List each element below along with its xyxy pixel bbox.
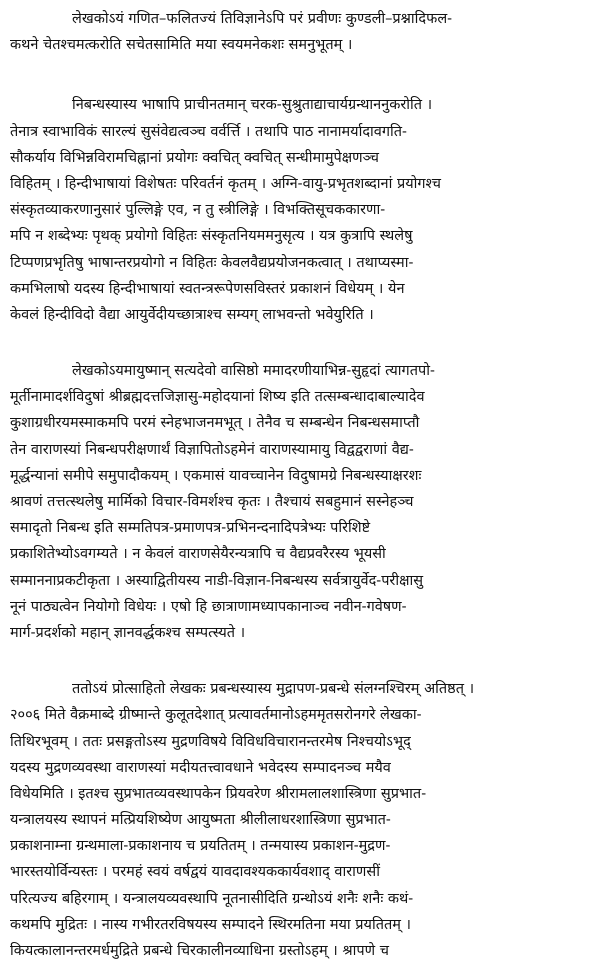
text-line: संस्कृतव्याकरणानुसारं पुल्लिङ्गे एव, न तु स्त्रीलिङ्गे । विभक्तिसूचककारणा- [10, 202, 386, 219]
text-line: श्रावणं तत्तत्स्थलेषु मार्मिको विचार-विमर्शश्च कृतः । तैश्चायं सबहुमानं सस्नेहञ्च [10, 494, 414, 510]
text-line: कथमपि मुद्रितः । नास्य गभीरतरविषयस्य सम्पादने स्थिरमतिना मया प्रयतितम् । [10, 916, 412, 933]
text-line: यदस्य मुद्रणव्यवस्था वाराणस्यां मदीयतत्त्वावधाने भवेदस्य सम्पादनञ्च मयैव [10, 759, 391, 776]
text-line: कियत्कालानन्तरमर्धमुद्रिते प्रबन्धे चिरकालीनव्याधिना ग्रस्तोऽहम् । श्रापणे च [10, 943, 389, 959]
text-line: सौकर्याय विभिन्नविरामचिह्नानां प्रयोगः क्वचित् क्वचित् सन्धीमामुपेक्षणञ्च [10, 149, 379, 166]
text-line: ततोऽयं प्रोत्साहितो लेखकः प्रबन्धस्यास्य मुद्रापण-प्रबन्धे संलग्नश्चिरम् अतिष्ठत् । [72, 681, 475, 698]
text-line: प्रकाशनाम्ना ग्रन्थमाला-प्रकाशनाय च प्रयतितम् । तन्मयास्य प्रकाशन-मुद्रण- [10, 838, 391, 855]
text-line: तिथिरभूवम् । ततः प्रसङ्गतोऽस्य मुद्रणविषये विविधविचारानन्तरमेष निश्चयोऽभूद् [10, 733, 411, 750]
text-line: २००६ मिते वैक्रमाब्दे ग्रीष्मान्ते कुलूतदेशात् प्रत्यावर्तमानोऽहममृतसरोनगरे लेखका- [10, 707, 422, 724]
text-line: मूर्द्धन्यानां समीपे समुपादौकयम् । एकमासं यावच्चानेन विदुषामग्रे निबन्धस्याक्षरशः [10, 467, 422, 484]
text-line: परित्यज्य बहिरगाम् । यन्त्रालयव्यवस्थापि नूतनासीदिति ग्रन्थोऽयं शनैः शनैः कथं- [10, 890, 414, 907]
text-line: कुशाग्रधीरयमस्माकमपि परमं स्नेहभाजनमभूत् । तेनैव च सम्बन्धेन निबन्धसमाप्तौ [10, 415, 420, 432]
text-line: विहितम् । हिन्दीभाषायां विशेषतः परिवर्तनं कृतम् । अग्नि-वायु-प्रभृतशब्दानां प्रयोगश्च [10, 175, 441, 192]
text-line: लेखकोऽयमायुष्मान् सत्यदेवो वासिष्ठो ममादरणीयाभिन्न-सुहृदां त्यागतपो- [72, 363, 435, 380]
paragraph-gap [10, 58, 592, 92]
text-line: तेन वाराणस्यां निबन्धपरीक्षणार्थं विज्ञापितोऽहमेनं वाराणस्यामायु विद्वद्वराणां वैद्य- [10, 441, 414, 458]
text-line: टिप्पणप्रभृतिषु भाषान्तरप्रयोगो न विहितः केवलवैद्यप्रयोजनकत्वात् । तथाप्यस्मा- [10, 254, 414, 271]
text-line: सम्माननाप्रकटीकृता । अस्याद्वितीयस्य नाडी-विज्ञान-निबन्धस्य सर्वत्रायुर्वेद-परीक्षासु [10, 572, 424, 589]
text-line: लेखकोऽयं गणित–फलितज्यं तिविज्ञानेऽपि परं प्रवीणः कुण्डली–प्रश्नादिफल- [72, 11, 453, 27]
text-line: मपि न शब्देभ्यः पृथक् प्रयोगो विहितः संस्कृतनियममनुसृत्य । यत्र कुत्रापि स्थलेषु [10, 228, 413, 245]
paragraph-1 [10, 6, 592, 58]
paragraph-4 [10, 676, 592, 964]
paragraph-gap [10, 646, 592, 676]
text-line: मार्ग-प्रदर्शको महान् ज्ञानवर्द्धकश्च सम्पत्स्यते । [10, 624, 246, 641]
text-line: केवलं हिन्दीविदो वैद्या आयुर्वेदीयच्छात्राश्च सम्यग् लाभवन्तो भवेयुरिति । [10, 306, 374, 323]
paragraph-gap [10, 328, 592, 358]
text-line: निबन्धस्यास्य भाषापि प्राचीनतमान् चरक-सुश्रुताद्याचार्यग्रन्थाननुकरोति । [72, 97, 433, 114]
text-line: कथने चेतश्चमत्करोति सचेतसामिति मया स्वयमनेकशः समनुभूतम् । [10, 37, 353, 54]
text-line: विधेयमिति । इतश्च सुप्रभातव्यवस्थापकेन प्रियवरेण श्रीरामलालशास्त्रिणा सुप्रभात- [10, 785, 427, 802]
text-line: समादृतो निबन्ध इति सम्मतिपत्र-प्रमाणपत्र-प्रभिनन्दनादिपत्रेभ्यः परिशिष्टे [10, 520, 371, 537]
paragraph-3 [10, 358, 592, 646]
text-line: प्रकाशितेभ्योऽवगम्यते । न केवलं वाराणसेयैरन्यत्रापि च वैद्यप्रवरैरस्य भूयसी [10, 546, 386, 563]
text-line: नूनं पाठ्यत्वेन नियोगो विधेयः । एषो हि छात्राणामध्यापकानाञ्च नवीन-गवेषण- [10, 598, 407, 615]
text-line: कमभिलाषो यदस्य हिन्दीभाषायां स्वतन्त्ररूपेणसविस्तरं प्रकाशनं विधेयम् । येन [10, 280, 405, 297]
text-line: मूर्तीनामादर्शविदुषां श्रीब्रह्मदत्तजिज्ञासु-महोदयानां शिष्य इति तत्सम्बन्धादाबाल्यादेव [10, 389, 425, 406]
text-line: तेनात्र स्वाभाविकं सारल्यं सुसंवेद्यत्वञ्च वर्वर्त्ति । तथापि पाठ नानामर्यादावगति- [10, 123, 407, 140]
paragraph-2 [10, 92, 592, 328]
text-line: यन्त्रालयस्य स्थापनं मत्प्रियशिष्येण आयुष्मता श्रीलीलाधरशास्त्रिणा सुप्रभात- [10, 812, 391, 829]
text-line: भारस्तयोर्विन्यस्तः । परमहं स्वयं वर्षद्वयं यावदावश्यककार्यवशाद् वाराणसीं [10, 864, 380, 881]
